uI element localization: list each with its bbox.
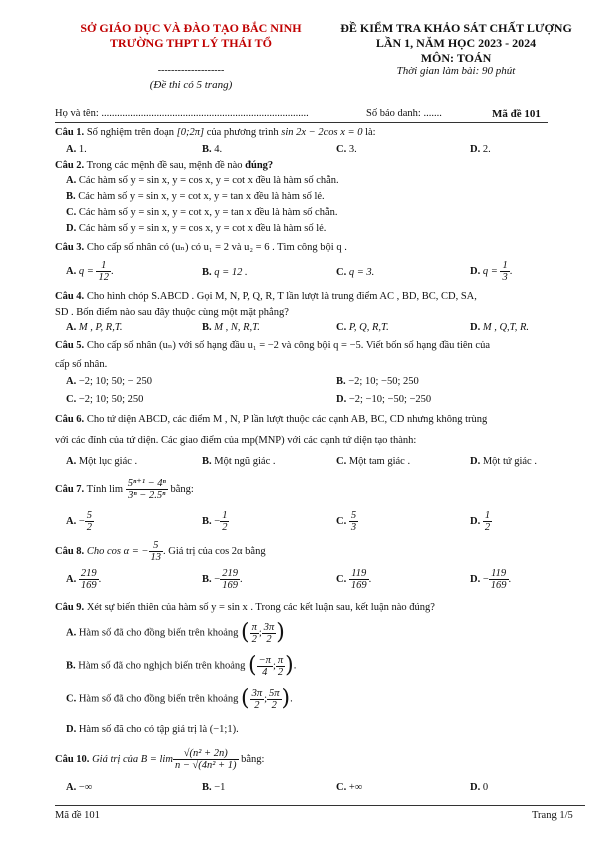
q9-option-a[interactable]: A. Hàm số đã cho đồng biến trên khoảng ( $\frac{\pi}{2}$ ; $\frac{3\pi}{2}$ ) <box>66 620 285 645</box>
exam-round: LẦN 1, NĂM HỌC 2023 - 2024 <box>375 36 537 50</box>
header-divider <box>55 122 548 123</box>
q8-option-b[interactable]: B. − $\frac{219}{169}$ . <box>202 568 243 591</box>
question-6-line-2: với các đỉnh của tứ diện. Các giao điểm của mp(MNP) với các cạnh tứ diện tạo thành: <box>55 435 417 446</box>
page-number: Trang 1/5 <box>532 810 573 821</box>
subject: MÔN: TOÁN <box>420 51 492 65</box>
q10-option-b[interactable]: B. −1 <box>202 782 226 793</box>
exam-title: ĐỀ KIỂM TRA KHẢO SÁT CHẤT LƯỢNG <box>340 21 572 35</box>
q10-option-a[interactable]: A. −∞ <box>66 782 93 793</box>
candidate-name-field: Họ và tên: ............................................................................... <box>55 108 309 119</box>
question-5: Câu 5. Cho cấp số nhân (uₙ) với số hạng đầu u₁ = −2 và công bội q = −5. Viết bốn số hạng đầu tiên của <box>55 340 490 351</box>
q7-option-d[interactable]: D. $\frac{1}{2}$ <box>470 510 491 533</box>
q3-option-a[interactable]: A. q = $\frac{1}{12}$ . <box>66 260 114 283</box>
question-9: Câu 9. Xét sự biến thiên của hàm số y = sin x . Trong các kết luận sau, kết luận nào đúng? <box>55 602 435 613</box>
q4-option-d[interactable]: D. M , Q,T, R. <box>470 322 530 333</box>
q5-option-d[interactable]: D. −2; −10; −50; −250 <box>336 394 432 405</box>
question-6: Câu 6. Cho tứ diện ABCD, các điểm M , N, P lần lượt thuộc các cạnh AB, BC, CD nhưng không trùng <box>55 414 488 425</box>
q10-option-c[interactable]: C. +∞ <box>336 782 363 793</box>
question-1: Câu 1. Số nghiệm trên đoạn [0;2π] của phương trình sin 2x − 2cos x = 0 là: <box>55 127 376 138</box>
q4-option-a[interactable]: A. M , P, R,T. <box>66 322 123 333</box>
q7-option-c[interactable]: C. $\frac{5}{3}$ <box>336 510 357 533</box>
q1-option-b[interactable]: B. 4. <box>202 144 223 155</box>
q4-option-b[interactable]: B. M , N, R,T. <box>202 322 260 333</box>
q6-option-c[interactable]: C. Một tam giác . <box>336 456 411 467</box>
q5-option-a[interactable]: A. −2; 10; 50; − 250 <box>66 376 152 387</box>
q1-option-c[interactable]: C. 3. <box>336 144 357 155</box>
department-name: SỞ GIÁO DỤC VÀ ĐÀO TẠO BẮC NINH <box>80 21 302 35</box>
q2-option-d[interactable]: D. Các hàm số y = sin x, y = cos x, y = cot x đều là hàm số lẻ. <box>66 223 327 234</box>
q7-option-a[interactable]: A. − $\frac{5}{2}$ <box>66 510 93 533</box>
pages-note: (Đề thi có 5 trang) <box>149 79 233 91</box>
q1-option-d[interactable]: D. 2. <box>470 144 491 155</box>
exam-code: Mã đề 101 <box>492 108 541 120</box>
q2-option-c[interactable]: C. Các hàm số y = sin x, y = cot x, y = tan x đều là hàm số chẵn. <box>66 207 338 218</box>
q5-option-c[interactable]: C. −2; 10; 50; 250 <box>66 394 144 405</box>
q6-option-b[interactable]: B. Một ngũ giác . <box>202 456 276 467</box>
footer-divider <box>55 805 585 806</box>
header-dashes: -------------------- <box>157 65 225 76</box>
q2-option-a[interactable]: A. Các hàm số y = sin x, y = cos x, y = cot x đều là hàm số chẵn. <box>66 175 339 186</box>
question-3: Câu 3. Cho cấp số nhân có (uₙ) có u₁ = 2 và u₂ = 6 . Tìm công bội q . <box>55 242 347 253</box>
q3-option-d[interactable]: D. q = $\frac{1}{3}$ . <box>470 260 513 283</box>
q1-option-a[interactable]: A. 1. <box>66 144 87 155</box>
question-8: Câu 8. Cho cos α = − $\frac{5}{13}$ . Giá trị của cos 2α bằng <box>55 540 266 564</box>
question-5-line-2: cấp số nhân. <box>55 359 108 370</box>
q9-option-b[interactable]: B. Hàm số đã cho nghịch biến trên khoảng ( $\frac{-\pi}{4}$ ; $\frac{\pi}{2}$ ). <box>66 653 297 678</box>
q2-option-b[interactable]: B. Các hàm số y = sin x, y = cot x, y = tan x đều là hàm số lẻ. <box>66 191 325 202</box>
q4-option-c[interactable]: C. P, Q, R,T. <box>336 322 389 333</box>
question-7: Câu 7. Tính lim $\frac{\text{5ⁿ⁺¹ − 4ⁿ}}{\text{3ⁿ − 2.5ⁿ}}$ bằng: <box>55 478 194 502</box>
q6-option-a[interactable]: A. Một lục giác . <box>66 456 138 467</box>
q10-option-d[interactable]: D. 0 <box>470 782 489 793</box>
q9-option-d[interactable]: D. Hàm số đã cho có tập giá trị là (−1;1). <box>66 724 239 735</box>
time-limit: Thời gian làm bài: 90 phút <box>396 65 516 77</box>
q8-option-c[interactable]: C. $\frac{119}{169}$ . <box>336 568 372 591</box>
q3-option-b[interactable]: B. q = 12 . <box>202 267 248 278</box>
q6-option-d[interactable]: D. Một tứ giác . <box>470 456 537 467</box>
q7-option-b[interactable]: B. − $\frac{1}{2}$ <box>202 510 228 533</box>
question-10: Câu 10. Giá trị của B = lim $\frac{\text{√(n² + 2n)}}{\text{n − √(4n² + 1)}}$ bằng: <box>55 748 265 772</box>
q8-option-a[interactable]: A. $\frac{219}{169}$ . <box>66 568 102 591</box>
candidate-id-field: Số báo danh: ....... <box>366 108 442 119</box>
question-4-line-2: SD . Bốn điểm nào sau đây thuộc cùng một mặt phẳng? <box>55 307 289 318</box>
q8-option-d[interactable]: D. − $\frac{119}{169}$ . <box>470 568 512 591</box>
q9-option-c[interactable]: C. Hàm số đã cho đồng biến trên khoảng ( $\frac{3\pi}{2}$ ; $\frac{5\pi}{2}$ ). <box>66 686 293 711</box>
school-name: TRƯỜNG THPT LÝ THÁI TỔ <box>109 36 273 50</box>
q5-option-b[interactable]: B. −2; 10; −50; 250 <box>336 376 419 387</box>
q3-option-c[interactable]: C. q = 3. <box>336 267 375 278</box>
question-4: Câu 4. Cho hình chóp S.ABCD . Gọi M, N, P, Q, R, T lần lượt là trung điểm AC , BD, BC, CD, SA, <box>55 291 477 302</box>
question-2: Câu 2. Trong các mệnh đề sau, mệnh đề nào đúng? <box>55 160 274 171</box>
footer-exam-code: Mã đề 101 <box>55 810 100 821</box>
